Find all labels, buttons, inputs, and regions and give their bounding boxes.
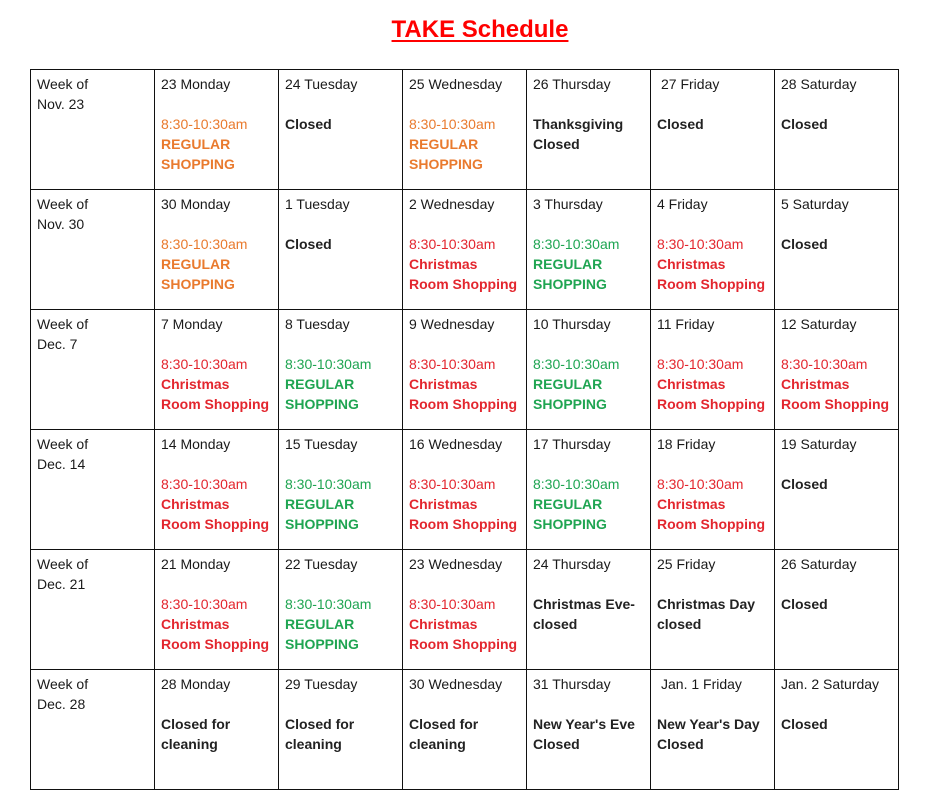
week-label: Week of Dec. 14 <box>37 436 89 472</box>
event-line: SHOPPING <box>285 396 359 412</box>
event-line: SHOPPING <box>161 276 235 292</box>
event-line: REGULAR <box>161 136 231 152</box>
event-line: SHOPPING <box>533 276 607 292</box>
event-line: Closed for <box>285 716 355 732</box>
day-cell <box>403 670 527 790</box>
event-line: Christmas <box>161 496 230 512</box>
day-label: 26 Saturday <box>781 556 857 572</box>
event-line: Christmas <box>161 376 230 392</box>
day-cell <box>775 70 899 190</box>
day-cell <box>279 430 403 550</box>
week-cell <box>31 550 155 670</box>
day-cell <box>651 190 775 310</box>
day-cell <box>775 310 899 430</box>
day-label: 18 Friday <box>657 436 716 452</box>
event-line: Christmas <box>409 496 478 512</box>
event-line: Closed <box>533 736 580 752</box>
event-line: Christmas <box>409 616 478 632</box>
day-label: 19 Saturday <box>781 436 857 452</box>
day-cell <box>155 190 279 310</box>
event-line: 8:30-10:30am <box>533 236 620 252</box>
event-line: Closed <box>533 136 580 152</box>
event-line: Closed <box>781 236 828 252</box>
event-line: Closed <box>657 116 704 132</box>
event-line: Closed for <box>161 716 231 732</box>
day-label: 21 Monday <box>161 556 231 572</box>
day-label: 24 Tuesday <box>285 76 358 92</box>
event-line: Closed for <box>409 716 479 732</box>
day-cell <box>651 70 775 190</box>
event-line: 8:30-10:30am <box>161 236 248 252</box>
week-row <box>31 70 899 190</box>
day-label: 14 Monday <box>161 436 231 452</box>
week-label: Week of Dec. 21 <box>37 556 89 592</box>
event-line: Room Shopping <box>409 516 518 532</box>
event-line: 8:30-10:30am <box>533 356 620 372</box>
event-line: SHOPPING <box>285 516 359 532</box>
event-line: 8:30-10:30am <box>781 356 868 372</box>
day-label: 2 Wednesday <box>409 196 495 212</box>
event-line: Christmas Eve- <box>533 596 635 612</box>
day-label: 12 Saturday <box>781 316 857 332</box>
day-cell <box>279 670 403 790</box>
day-label: 28 Saturday <box>781 76 857 92</box>
day-label: 17 Thursday <box>533 436 611 452</box>
event-line: Christmas <box>657 256 726 272</box>
day-cell <box>155 70 279 190</box>
day-cell <box>775 670 899 790</box>
day-cell <box>279 190 403 310</box>
event-line: New Year's Day <box>657 716 760 732</box>
day-label: 28 Monday <box>161 676 231 692</box>
day-cell <box>403 550 527 670</box>
event-line: REGULAR <box>285 496 355 512</box>
event-line: Room Shopping <box>409 636 518 652</box>
event-line: REGULAR <box>533 256 603 272</box>
day-cell <box>155 310 279 430</box>
day-label: 23 Wednesday <box>409 556 503 572</box>
day-cell <box>527 550 651 670</box>
event-line: 8:30-10:30am <box>657 236 744 252</box>
week-cell <box>31 670 155 790</box>
event-line: New Year's Eve <box>533 716 635 732</box>
event-line: 8:30-10:30am <box>161 356 248 372</box>
day-cell <box>403 70 527 190</box>
event-line: Closed <box>657 736 704 752</box>
day-label: 25 Friday <box>657 556 716 572</box>
day-label: 27 Friday <box>661 76 720 92</box>
day-label: 30 Monday <box>161 196 231 212</box>
week-label: Week of Nov. 23 <box>37 76 89 112</box>
event-line: Thanksgiving <box>533 116 624 132</box>
event-line: 8:30-10:30am <box>285 596 372 612</box>
event-line: Closed <box>781 476 828 492</box>
day-label: Jan. 2 Saturday <box>781 676 880 692</box>
event-line: Room Shopping <box>657 396 766 412</box>
day-label: 16 Wednesday <box>409 436 503 452</box>
event-line: Closed <box>285 116 332 132</box>
day-label: 31 Thursday <box>533 676 611 692</box>
event-line: Room Shopping <box>409 276 518 292</box>
event-line: REGULAR <box>533 496 603 512</box>
event-line: Christmas Day <box>657 596 756 612</box>
event-line: 8:30-10:30am <box>409 476 496 492</box>
day-cell <box>403 430 527 550</box>
event-line: 8:30-10:30am <box>285 476 372 492</box>
event-line: Christmas <box>657 376 726 392</box>
event-line: Room Shopping <box>781 396 890 412</box>
event-line: REGULAR <box>409 136 479 152</box>
week-label: Week of Dec. 28 <box>37 676 89 712</box>
event-line: 8:30-10:30am <box>657 356 744 372</box>
day-label: 8 Tuesday <box>285 316 350 332</box>
day-cell <box>279 310 403 430</box>
week-cell <box>31 430 155 550</box>
event-line: Closed <box>781 716 828 732</box>
event-line: SHOPPING <box>161 156 235 172</box>
event-line: 8:30-10:30am <box>161 116 248 132</box>
event-line: Room Shopping <box>409 396 518 412</box>
day-label: 30 Wednesday <box>409 676 503 692</box>
event-line: SHOPPING <box>285 636 359 652</box>
day-cell <box>527 70 651 190</box>
day-cell <box>403 190 527 310</box>
event-line: REGULAR <box>161 256 231 272</box>
event-line: closed <box>657 616 702 632</box>
day-label: 29 Tuesday <box>285 676 358 692</box>
week-row <box>31 670 899 790</box>
event-line: cleaning <box>285 736 342 752</box>
day-cell <box>155 670 279 790</box>
day-cell <box>527 670 651 790</box>
week-label: Week of Dec. 7 <box>37 316 89 352</box>
event-line: REGULAR <box>285 616 355 632</box>
day-cell <box>775 550 899 670</box>
event-line: SHOPPING <box>533 516 607 532</box>
day-label: 26 Thursday <box>533 76 611 92</box>
week-cell <box>31 190 155 310</box>
day-label: 9 Wednesday <box>409 316 495 332</box>
day-cell <box>403 310 527 430</box>
day-label: 5 Saturday <box>781 196 849 212</box>
event-line: 8:30-10:30am <box>409 356 496 372</box>
event-line: Christmas <box>409 256 478 272</box>
event-line: Room Shopping <box>657 276 766 292</box>
event-line: cleaning <box>161 736 218 752</box>
week-cell <box>31 310 155 430</box>
day-cell <box>527 310 651 430</box>
week-cell <box>31 70 155 190</box>
event-line: closed <box>533 616 578 632</box>
event-line: Christmas <box>409 376 478 392</box>
week-row <box>31 310 899 430</box>
day-cell <box>651 430 775 550</box>
event-line: Christmas <box>781 376 850 392</box>
event-line: Room Shopping <box>161 396 270 412</box>
day-cell <box>775 430 899 550</box>
day-label: 1 Tuesday <box>285 196 350 212</box>
day-label: 4 Friday <box>657 196 708 212</box>
day-cell <box>651 550 775 670</box>
event-line: 8:30-10:30am <box>657 476 744 492</box>
day-label: 15 Tuesday <box>285 436 358 452</box>
event-line: Closed <box>285 236 332 252</box>
day-label: 10 Thursday <box>533 316 611 332</box>
event-line: 8:30-10:30am <box>161 476 248 492</box>
day-label: 25 Wednesday <box>409 76 503 92</box>
week-label: Week of Nov. 30 <box>37 196 89 232</box>
event-line: REGULAR <box>285 376 355 392</box>
day-label: 22 Tuesday <box>285 556 358 572</box>
day-cell <box>527 190 651 310</box>
event-line: 8:30-10:30am <box>409 596 496 612</box>
day-cell <box>775 190 899 310</box>
event-line: Closed <box>781 116 828 132</box>
event-line: 8:30-10:30am <box>533 476 620 492</box>
event-line: Christmas <box>657 496 726 512</box>
day-label: 24 Thursday <box>533 556 611 572</box>
event-line: 8:30-10:30am <box>285 356 372 372</box>
week-row <box>31 550 899 670</box>
day-cell <box>279 550 403 670</box>
day-cell <box>279 70 403 190</box>
day-cell <box>155 430 279 550</box>
day-label: 7 Monday <box>161 316 223 332</box>
week-row <box>31 190 899 310</box>
day-label: 11 Friday <box>657 316 715 332</box>
day-cell <box>651 670 775 790</box>
week-row <box>31 430 899 550</box>
day-label: 3 Thursday <box>533 196 603 212</box>
schedule-table <box>30 69 899 790</box>
event-line: Christmas <box>161 616 230 632</box>
day-cell <box>155 550 279 670</box>
event-line: 8:30-10:30am <box>161 596 248 612</box>
day-label: Jan. 1 Friday <box>661 676 742 692</box>
page-title: TAKE Schedule <box>391 16 569 43</box>
event-line: Room Shopping <box>657 516 766 532</box>
event-line: Closed <box>781 596 828 612</box>
event-line: cleaning <box>409 736 466 752</box>
event-line: Room Shopping <box>161 516 270 532</box>
event-line: SHOPPING <box>409 156 483 172</box>
day-cell <box>651 310 775 430</box>
event-line: 8:30-10:30am <box>409 116 496 132</box>
event-line: Room Shopping <box>161 636 270 652</box>
day-label: 23 Monday <box>161 76 231 92</box>
event-line: REGULAR <box>533 376 603 392</box>
day-cell <box>527 430 651 550</box>
event-line: SHOPPING <box>533 396 607 412</box>
event-line: 8:30-10:30am <box>409 236 496 252</box>
